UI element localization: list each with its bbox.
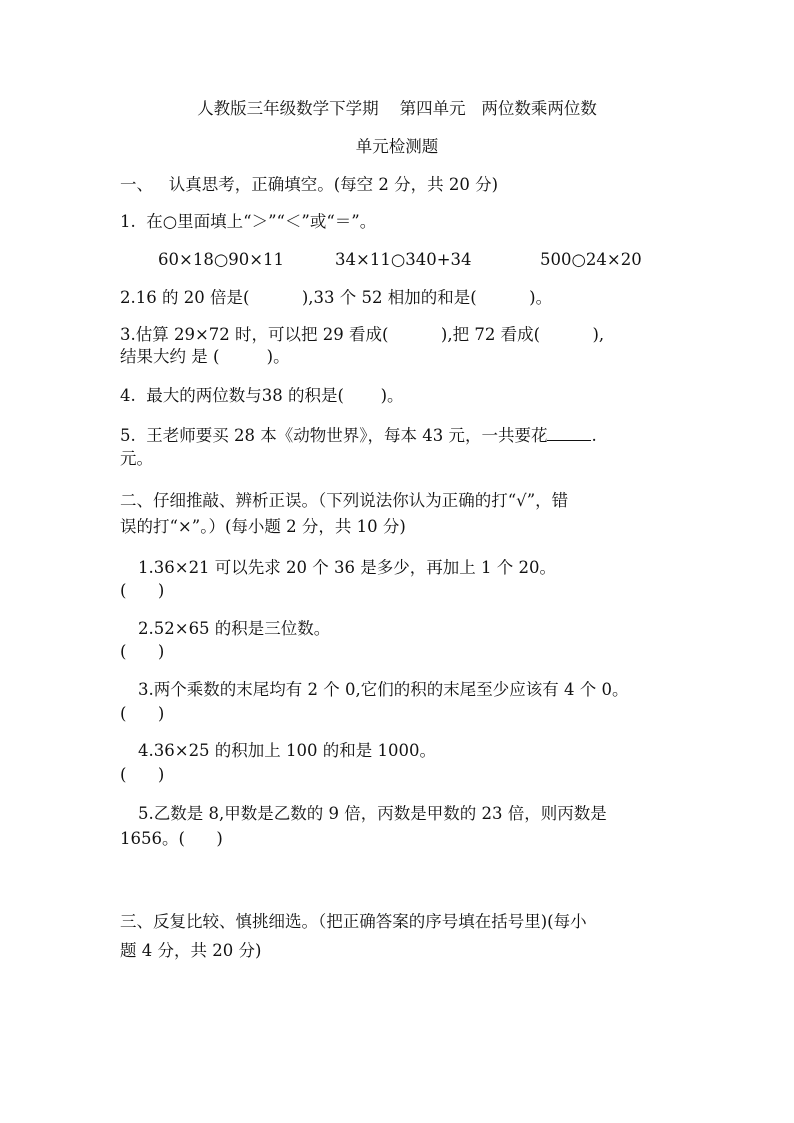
question-5-text: 5. 王老师要买 28 本《动物世界》，每本 43 元，一共要花 <box>120 426 548 445</box>
question-5-period: . <box>591 426 597 445</box>
section2-item-1-paren: ( ) <box>120 581 165 600</box>
section2-item-4-paren: ( ) <box>120 765 165 784</box>
section2-item-3-paren: ( ) <box>120 704 165 723</box>
section3-heading-line-1: 三、反复比较、慎挑细选。（把正确答案的序号填在括号里)(每小 <box>120 912 587 931</box>
question-4: 4. 最大的两位数与38 的积是( )。 <box>120 386 404 405</box>
page-title: 人教版三年级数学下学期 第四单元 两位数乘两位数 <box>197 99 597 118</box>
section2-item-4: 4.36×25 的积加上 100 的和是 1000。 <box>138 741 437 760</box>
section2-heading-line-1: 二、仔细推敲、辨析正误。（下列说法你认为正确的打“√”，错 <box>120 491 569 510</box>
section2-item-1: 1.36×21 可以先求 20 个 36 是多少，再加上 1 个 20。 <box>138 558 557 577</box>
section2-item-5-line-2: 1656。( ) <box>120 829 223 848</box>
question-1-item-1: 60×18○90×11 <box>158 250 285 269</box>
question-5-line-1 <box>120 424 597 447</box>
question-3-line-2: 结果大约 是 ( )。 <box>120 347 290 366</box>
section2-heading-line-2: 误的打“×”。）(每小题 2 分，共 10 分) <box>120 517 406 536</box>
section2-item-3: 3.两个乘数的末尾均有 2 个 0,它们的积的末尾至少应该有 4 个 0。 <box>138 680 629 699</box>
answer-blank[interactable] <box>547 424 591 441</box>
question-1-item-3: 500○24×20 <box>540 250 642 269</box>
section2-item-2: 2.52×65 的积是三位数。 <box>138 619 331 638</box>
page-subtitle: 单元检测题 <box>355 137 439 156</box>
section2-item-2-paren: ( ) <box>120 642 165 661</box>
section1-heading: 一、 认真思考，正确填空。(每空 2 分，共 20 分) <box>120 175 499 194</box>
question-2: 2.16 的 20 倍是( ),33 个 52 相加的和是( )。 <box>120 288 553 307</box>
question-3-line-1: 3.估算 29×72 时，可以把 29 看成( ),把 72 看成( ), <box>120 325 605 344</box>
section3-heading-line-2: 题 4 分，共 20 分) <box>120 941 262 960</box>
question-1: 1. 在○里面填上“＞”“＜”或“＝”。 <box>120 212 377 231</box>
question-1-item-2: 34×11○340+34 <box>335 250 472 269</box>
section2-item-5-line-1: 5.乙数是 8,甲数是乙数的 9 倍，丙数是甲数的 23 倍，则丙数是 <box>138 804 607 823</box>
question-5-line-2: 元。 <box>120 449 153 468</box>
